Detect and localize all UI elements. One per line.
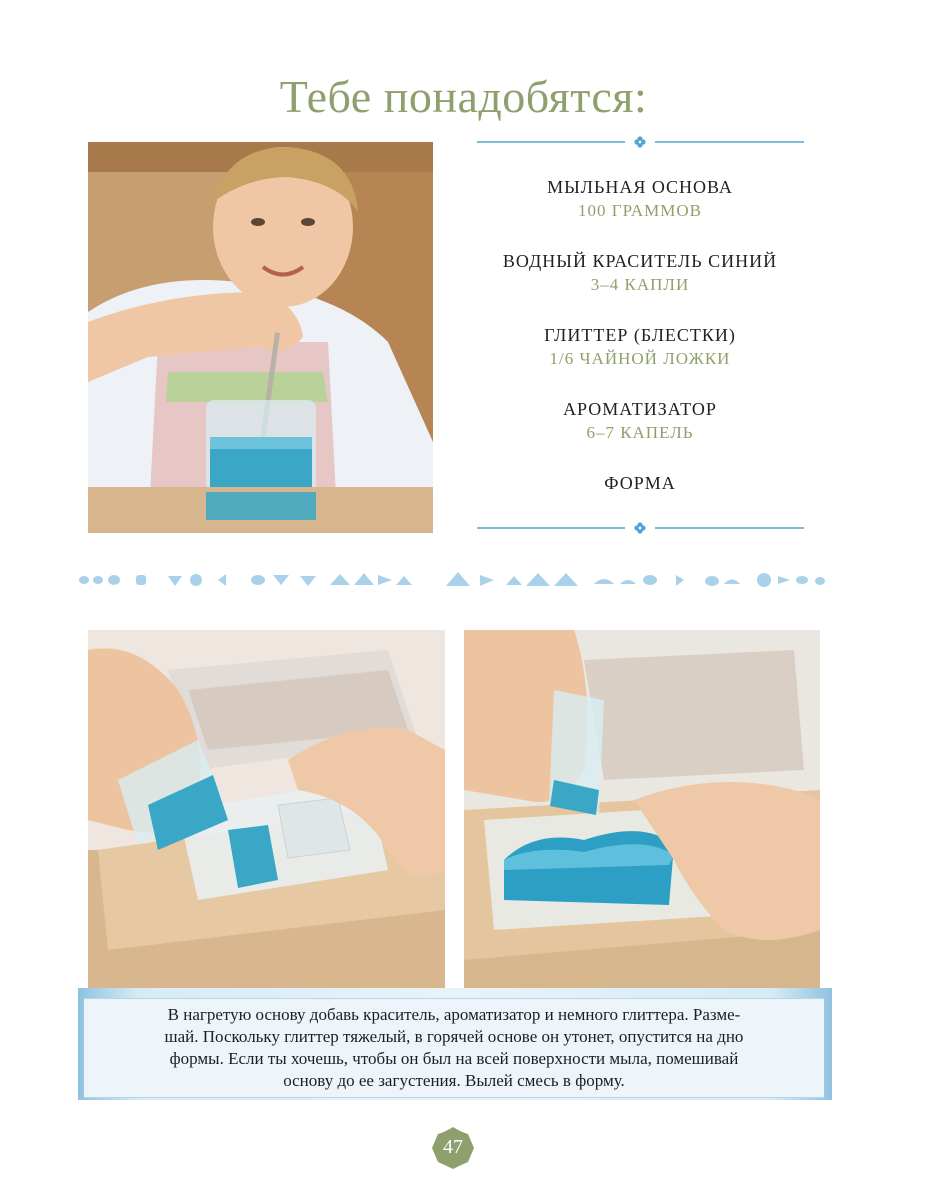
material-item <box>470 397 810 445</box>
flower-ornament-icon <box>634 522 645 533</box>
caption-text <box>165 1004 744 1092</box>
material-item <box>470 175 810 223</box>
caption-line: В нагретую основу добавь краситель, ароматизатор и немного глиттера. Разме- <box>167 1005 741 1024</box>
material-quantity: 1/6 ЧАЙНОЙ ЛОЖКИ <box>549 349 731 368</box>
decorative-dots-row <box>78 570 838 590</box>
material-name: ФОРМА <box>604 473 676 493</box>
pouring-left-illustration <box>88 630 445 1000</box>
material-quantity: 3–4 КАПЛИ <box>590 275 690 294</box>
material-item <box>470 323 810 371</box>
materials-list <box>470 175 810 521</box>
photo-pouring-right <box>464 630 820 1000</box>
material-name: АРОМАТИЗАТОР <box>563 399 717 419</box>
material-name: ГЛИТТЕР (БЛЕСТКИ) <box>544 325 736 345</box>
boy-stirring-illustration <box>88 142 433 533</box>
caption-line: шай. Поскольку глиттер тяжелый, в горячей основе он утонет, опустится на дно <box>164 1027 744 1046</box>
caption-line: формы. Если ты хочешь, чтобы он был на всей поверхности мыла, помешивай <box>169 1049 739 1068</box>
material-name: ВОДНЫЙ КРАСИТЕЛЬ СИНИЙ <box>502 251 778 271</box>
photo-pouring-left <box>88 630 445 1000</box>
divider-bottom <box>477 520 804 534</box>
caption-line: основу до ее загустения. Вылей смесь в форму. <box>283 1071 625 1090</box>
flower-ornament-icon <box>634 136 645 147</box>
material-quantity: 6–7 КАПЕЛЬ <box>586 423 694 442</box>
caption-box <box>84 998 824 1098</box>
material-name: МЫЛЬНАЯ ОСНОВА <box>547 177 733 197</box>
photo-boy-stirring <box>88 142 433 533</box>
page-title: Тебе понадобятся: <box>279 71 648 122</box>
material-quantity: 100 ГРАММОВ <box>578 201 702 220</box>
page-number: 47 <box>443 1136 463 1158</box>
pouring-right-illustration <box>464 630 820 1000</box>
divider-top <box>477 134 804 148</box>
material-item <box>470 249 810 297</box>
material-item <box>470 471 810 495</box>
